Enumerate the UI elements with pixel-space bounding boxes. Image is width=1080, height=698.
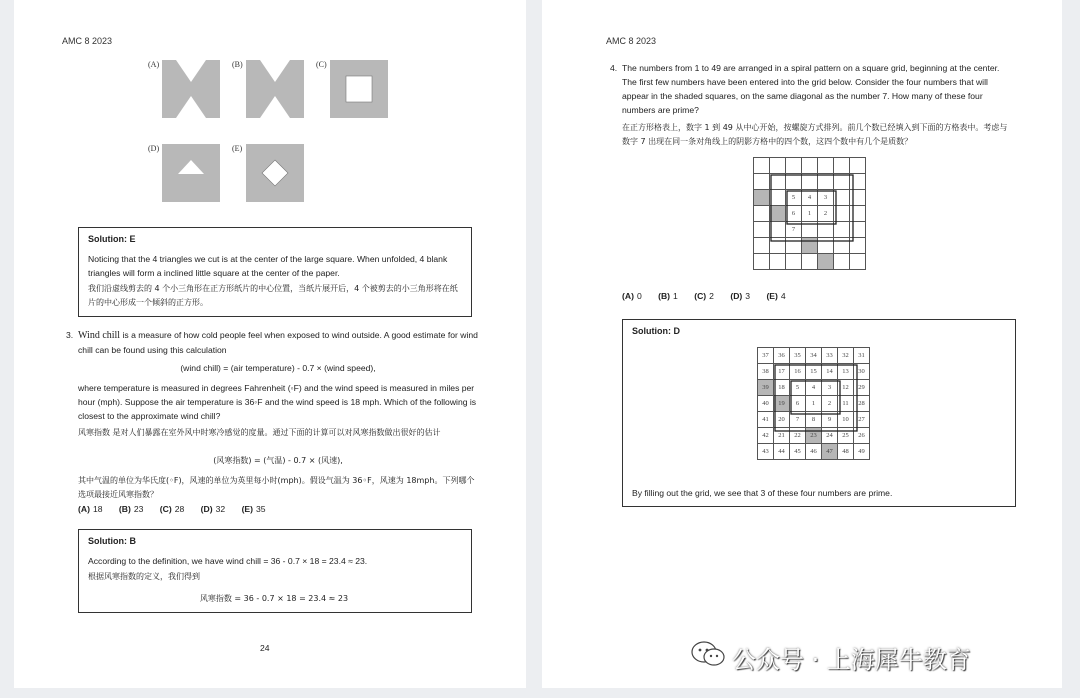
solution-title: Solution: E bbox=[88, 234, 136, 244]
choice-a: (A) 18 bbox=[78, 504, 103, 514]
solution-box-4 bbox=[622, 319, 1016, 507]
answer-choices bbox=[78, 504, 280, 514]
choice-a: (A) 0 bbox=[622, 291, 642, 301]
choice-b: (B) 1 bbox=[658, 291, 678, 301]
solution-title: Solution: D bbox=[632, 326, 680, 336]
figure-d-triangle-hole bbox=[162, 144, 220, 202]
figure-label-b: (B) bbox=[232, 60, 243, 69]
problem-intro-rest: is a measure of how cold people feel when exposed to wind outside. A good estimate for wind chill can be found using this calculation bbox=[78, 330, 478, 355]
problem-number: 4. bbox=[610, 63, 618, 73]
grid-row bbox=[754, 254, 866, 270]
figure-label-c: (C) bbox=[316, 60, 327, 69]
page-header: AMC 8 2023 bbox=[606, 36, 657, 46]
solution-text-en: Noticing that the 4 triangles we cut is at the center of the large square. When unfolded, 4 blank triangles will form a inclined little square at the center of the paper. bbox=[88, 254, 448, 278]
grid-row: 40 19 6 1 2 11 28 bbox=[758, 396, 870, 412]
wechat-icon bbox=[690, 640, 726, 668]
problem-text-en: The numbers from 1 to 49 are arranged in a spiral pattern on a square grid, beginning at the center. The first few numbers have been entered into the grid below. Consider the four numbers that will appear in the shaded squares, on the same diagonal as the number 7. How many of these four numbers are prime? bbox=[622, 63, 1000, 115]
problem-details-cn: 其中气温的单位为华氏度(◦F)，风速的单位为英里每小时(mph)。假设气温为 36◦F，风速为 18mph。下列哪个选项最接近风寒指数？ bbox=[78, 476, 475, 499]
figure-b-bowtie-shape bbox=[246, 60, 304, 118]
figure-label-d: (D) bbox=[148, 144, 160, 153]
choice-c: (C) 2 bbox=[694, 291, 714, 301]
grid-row: 41 20 7 8 9 10 27 bbox=[758, 412, 870, 428]
grid-row bbox=[754, 174, 866, 190]
left-page bbox=[14, 0, 526, 688]
page-header: AMC 8 2023 bbox=[62, 36, 113, 46]
watermark-text: 公众号 · 上海犀牛教育 bbox=[732, 646, 971, 674]
problem-intro bbox=[78, 328, 478, 357]
solution-text-cn: 根据风寒指数的定义，我们得到 bbox=[88, 572, 200, 581]
problem-term: Wind chill bbox=[78, 330, 121, 341]
solution-box-3 bbox=[78, 529, 472, 613]
choice-e: (E) 35 bbox=[241, 504, 266, 514]
grid-row: 38 17 16 15 14 13 30 bbox=[758, 364, 870, 380]
solution-text-en: According to the definition, we have wind chill = 36 - 0.7 × 18 = 23.4 ≈ 23. bbox=[88, 556, 368, 566]
figure-label-e: (E) bbox=[232, 144, 243, 153]
figure-label-a: (A) bbox=[148, 60, 160, 69]
choice-c: (C) 28 bbox=[159, 504, 185, 514]
solution-grid-table bbox=[757, 347, 870, 460]
grid-row: 7 bbox=[754, 222, 866, 238]
grid-row: 6 1 2 bbox=[754, 206, 866, 222]
solution-formula-cn: 风寒指数 = 36 - 0.7 × 18 = 23.4 ≈ 23 bbox=[199, 594, 349, 603]
spiral-grid-solution bbox=[757, 347, 870, 460]
problem-number: 3. bbox=[66, 330, 74, 340]
right-page bbox=[542, 0, 1062, 688]
figure-c-square-hole bbox=[330, 60, 388, 118]
grid-row bbox=[754, 238, 866, 254]
choice-d: (D) 3 bbox=[730, 291, 751, 301]
figure-e-diamond-hole bbox=[246, 144, 304, 202]
figure-a-x-shape bbox=[162, 60, 220, 118]
grid-row: 43 44 45 46 47 48 49 bbox=[758, 444, 870, 460]
grid-row: 39 18 5 4 3 12 29 bbox=[758, 380, 870, 396]
solution-text-cn: 我们沿虚线剪去的 4 个小三角形在正方形纸片的中心位置，当纸片展开后，4 个被剪去的小三角形将在纸片的中心形成一个倾斜的正方形。 bbox=[88, 284, 458, 307]
problem-text-cn: 在正方形格表上，数字 1 到 49 从中心开始，按螺旋方式排列。前几个数已经填入到下面的方格表中。考虑与数字 7 出现在同一条对角线上的阴影方格中的四个数，这四个数中有几个是质数？ bbox=[622, 123, 1008, 146]
choice-e: (E) 4 bbox=[766, 291, 786, 301]
choice-b: (B) 23 bbox=[118, 504, 144, 514]
grid-row: 37 36 35 34 33 32 31 bbox=[758, 348, 870, 364]
problem-details: where temperature is measured in degrees Fahrenheit (◦F) and the wind speed is measured in miles per hour (mph). Suppose the air temperature is 36◦F and the wind speed is 18 mph. Which of the following is closest to the approximate wind chill? bbox=[78, 383, 477, 421]
page-number: 24 bbox=[260, 643, 270, 653]
grid-row: 42 21 22 23 24 25 26 bbox=[758, 428, 870, 444]
solution-box-2 bbox=[78, 227, 472, 317]
problem-intro-cn: 风寒指数 是对人们暴露在室外风中时寒冷感觉的度量。通过下面的计算可以对风寒指数做出很好的估计 bbox=[78, 428, 441, 437]
problem-grid-table bbox=[753, 157, 866, 270]
spiral-grid-problem bbox=[753, 157, 866, 270]
solution-text-en: By filling out the grid, we see that 3 of these four numbers are prime. bbox=[632, 488, 893, 498]
problem-formula-cn: (风寒指数) = (气温) - 0.7 × (风速), bbox=[213, 456, 343, 465]
choice-d: (D) 32 bbox=[200, 504, 226, 514]
grid-row bbox=[754, 158, 866, 174]
problem-formula: (wind chill) = (air temperature) - 0.7 × (wind speed), bbox=[180, 363, 376, 373]
grid-row: 5 4 3 bbox=[754, 190, 866, 206]
answer-choices bbox=[622, 291, 800, 301]
solution-title: Solution: B bbox=[88, 536, 136, 546]
